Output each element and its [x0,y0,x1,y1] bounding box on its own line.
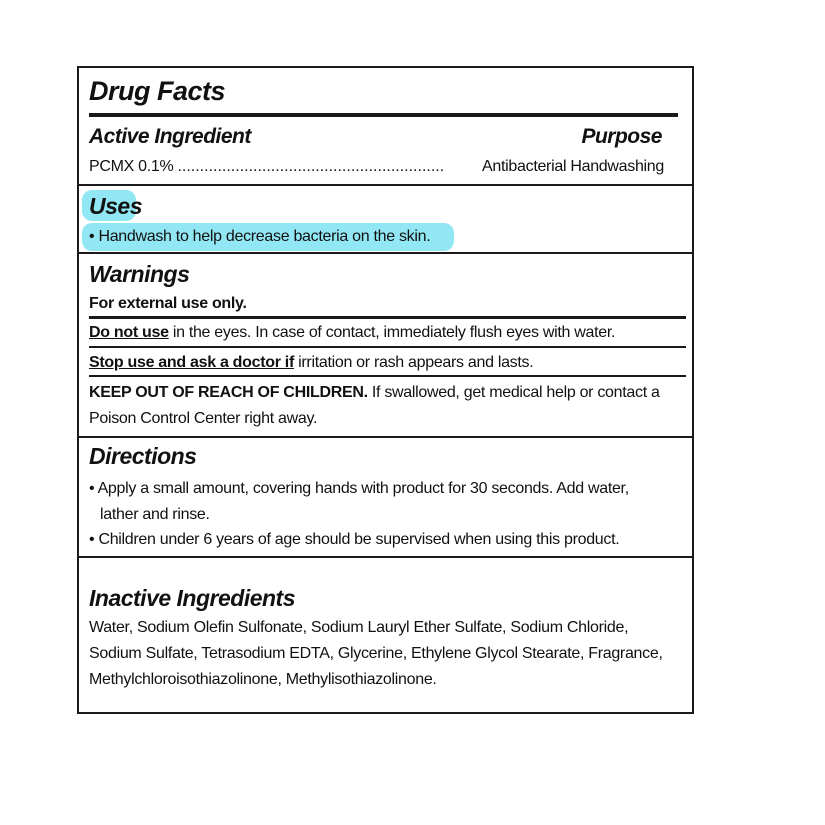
inactive-ingredients-line-3: Methylchloroisothiazolinone, Methylisothiazolinone. [89,671,437,688]
directions-item-1: • Apply a small amount, covering hands with product for 30 seconds. Add water, [89,480,629,497]
active-ingredient-purpose: Antibacterial Handwashing [482,158,664,175]
keep-out-bold: KEEP OUT OF REACH OF CHILDREN. [89,384,368,401]
leader-dots: ............................................................ [177,158,445,175]
stop-use-bold: Stop use and ask a doctor if [89,354,294,371]
warning-external-use [89,295,247,313]
warning-do-not-use [89,324,615,342]
directions-item-2: • Children under 6 years of age should be supervised when using this product. [89,531,620,548]
active-ingredient-name: PCMX 0.1% [89,158,174,175]
section-divider-uses [79,252,692,254]
active-ingredient-heading: Active Ingredient [89,125,251,148]
warning-stop-use [89,354,533,372]
title-rule [89,113,678,117]
stop-use-text: irritation or rash appears and lasts. [293,354,534,371]
warning-keep-out [89,384,660,402]
section-divider-directions [79,556,692,558]
uses-item: • Handwash to help decrease bacteria on the skin. [89,228,431,245]
uses-heading: Uses [89,193,142,219]
warning-rule-1 [89,316,686,319]
inactive-ingredients-line-1: Water, Sodium Olefin Sulfonate, Sodium Lauryl Ether Sulfate, Sodium Chloride, [89,619,629,636]
purpose-heading: Purpose [581,125,662,148]
directions-heading: Directions [89,443,197,469]
section-divider-active [79,184,692,186]
keep-out-text-1: If swallowed, get medical help or contact a [367,384,660,401]
warning-keep-out-line-2: Poison Control Center right away. [89,410,318,427]
do-not-use-text: in the eyes. In case of contact, immediately flush eyes with water. [168,324,616,341]
directions-item-1-cont: lather and rinse. [100,506,210,523]
warnings-heading: Warnings [89,261,190,287]
warning-rule-3 [89,375,686,377]
drug-facts-label [77,66,694,714]
inactive-ingredients-heading: Inactive Ingredients [89,585,296,611]
warning-external-use-text: For external use only. [89,295,247,312]
warning-rule-2 [89,346,686,348]
section-divider-warnings [79,436,692,438]
active-ingredient-line [89,158,664,176]
inactive-ingredients-line-2: Sodium Sulfate, Tetrasodium EDTA, Glycerine, Ethylene Glycol Stearate, Fragrance, [89,645,663,662]
drug-facts-title: Drug Facts [89,76,226,106]
do-not-use-bold: Do not use [89,324,169,341]
